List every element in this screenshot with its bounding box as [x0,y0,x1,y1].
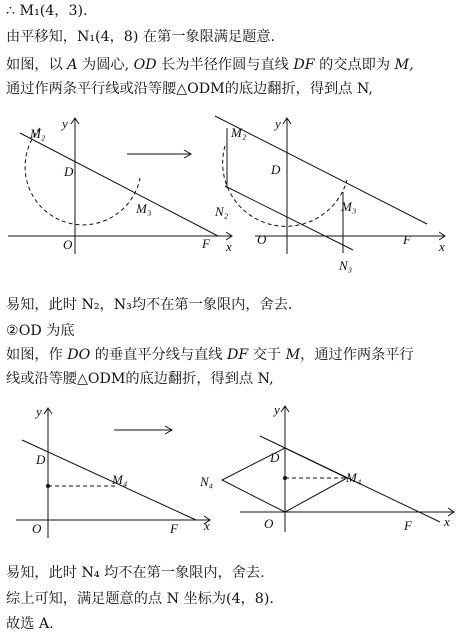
arrow-right-icon [125,148,197,160]
line-7 [6,346,414,364]
point-f-label: F [202,236,210,251]
text: 为圆心, [77,57,134,73]
midpoint-dot [283,476,287,480]
origin-label: O [63,237,73,252]
dashed-circle [25,128,140,225]
text: 交于 [248,347,286,363]
x-label: x [439,239,445,254]
point-d-label: D [270,450,280,465]
arrow-right-icon [112,424,178,436]
point-m: M, [394,57,414,73]
line-3 [6,56,414,74]
x-label: x [226,239,232,254]
point-n4-label: N₄ [200,474,214,489]
point-m3-label: M₃ [341,199,357,214]
point-m4-label: M₄ [346,470,362,485]
y-label: y [62,116,68,131]
line-1: ∴ M₁(4，3). [6,3,88,19]
point-n3-label: N₃ [339,258,353,273]
line-6: ②OD 为底 [6,323,75,339]
text: 如图，作 [6,347,68,363]
point-d-label: D [271,162,281,177]
segment-do: DO [67,347,91,363]
line-2: 由平移知，N₁(4，8) 在第一象限满足题意. [6,29,276,45]
line-df: DF [227,347,249,363]
y-label: y [274,402,280,417]
figure-4-rhombus-construction [200,400,461,542]
line-11: 故选 A. [6,616,54,632]
line-df: DF [293,57,315,73]
point-d-label: D [64,164,74,179]
point-f-label: F [404,518,412,533]
y-label: y [36,404,42,419]
origin-label: O [32,521,42,536]
point-f-label: F [170,521,178,536]
point-f-label: F [403,232,411,247]
point-n2-label: N₂ [215,204,229,219]
point-m4-label: M₄ [112,472,128,487]
origin-label: O [264,516,274,531]
origin-label: O [257,232,267,247]
text: 的交点即为 [314,57,395,73]
line-10: 综上可知，满足题意的点 N 坐标为(4，8). [6,591,274,607]
point-d-label: D [36,452,46,467]
point-m2-label: M₂ [231,125,247,140]
figure-2-parallel-construction [205,108,461,276]
line-5: 易知，此时 N₂，N₃均不在第一象限内，舍去. [6,297,293,313]
text: ，通过作两条平行 [300,347,414,363]
point-m2-label: M₂ [30,126,46,141]
figure-1-circle-construction [0,108,240,258]
text: 长为半径作圆与直线 [156,57,294,73]
y-label: y [275,116,281,131]
x-label: x [204,518,210,533]
point-m3-label: M₃ [136,201,152,216]
text: 的垂直平分线与直线 [90,347,227,363]
line-9: 易知，此时 N₄ 均不在第一象限内，舍去. [6,565,265,581]
text: 如图，以 [6,57,68,73]
midpoint-dot [46,484,50,488]
dashed-circle [223,146,347,226]
line-4: 通过作两条平行线或沿等腰△ODM的底边翻折，得到点 N, [6,81,373,97]
line-8: 线或沿等腰△ODM的底边翻折，得到点 N, [6,371,274,387]
x-label: x [444,514,450,529]
point-m: M [285,347,301,363]
parallel-line [225,186,353,250]
segment-od: OD [133,57,157,73]
line-df [215,116,427,224]
point-a: A [67,57,78,73]
